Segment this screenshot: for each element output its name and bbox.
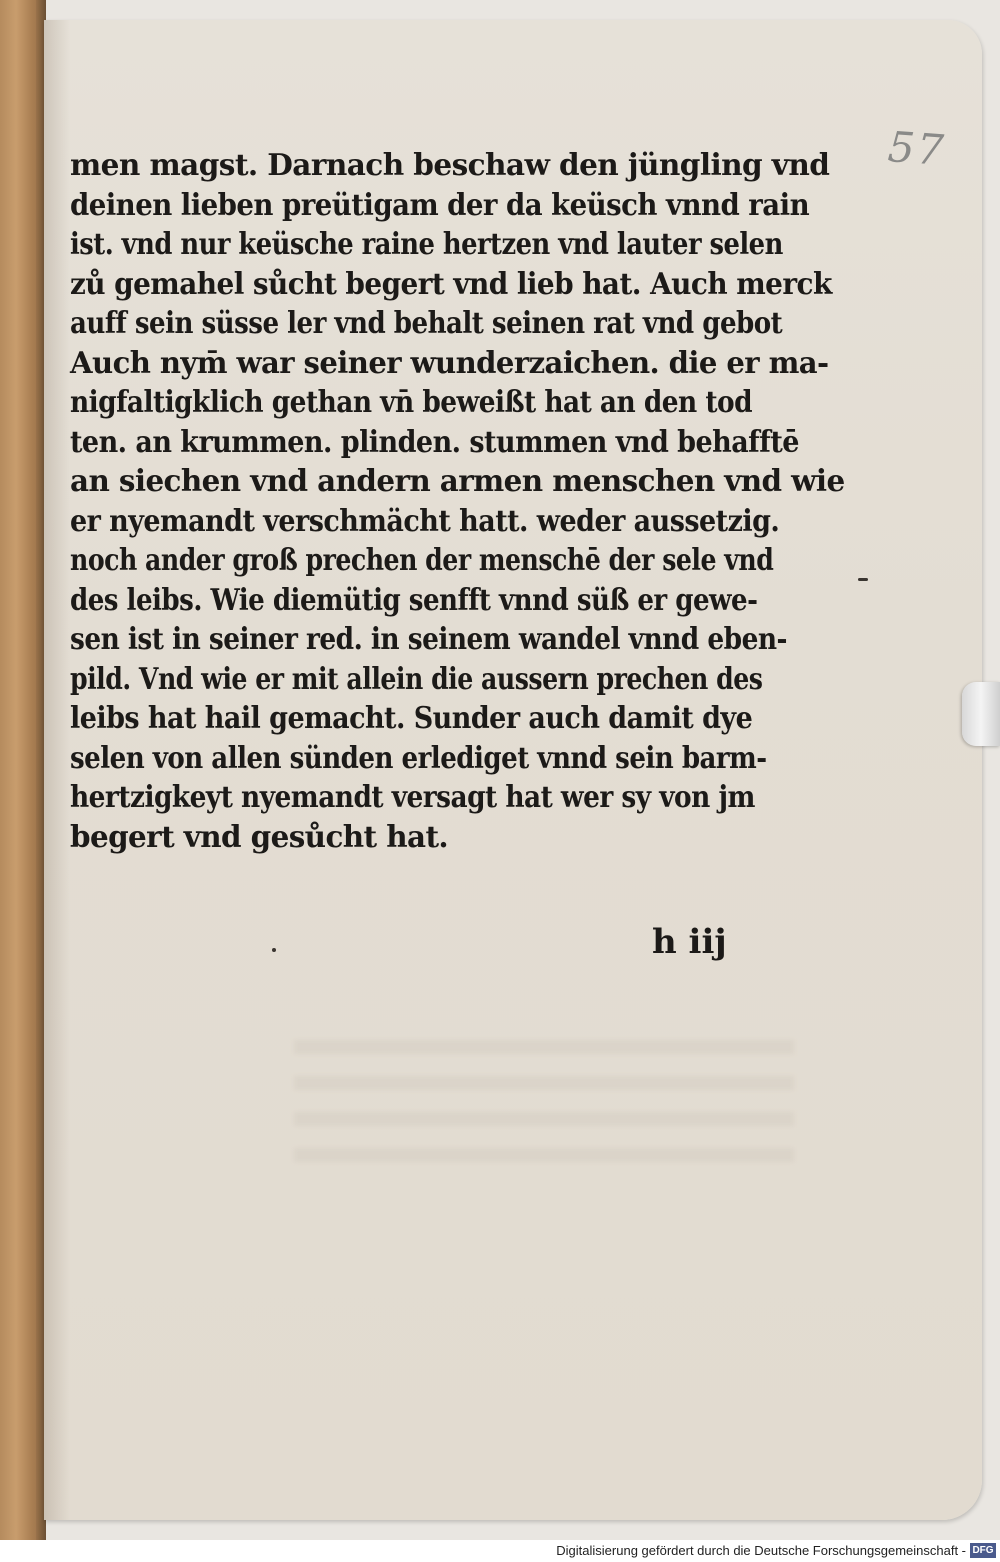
text-line: noch ander groß prechen der menschē der sele vnd — [70, 543, 774, 578]
text-line: an siechen vnd andern armen menschen vnd wie — [70, 464, 845, 499]
text-line: begert vnd gesůcht hat. — [70, 819, 449, 855]
page-gutter-shadow — [44, 20, 70, 1520]
text-line: ist. vnd nur keüsche raine hertzen vnd lauter selen — [70, 227, 783, 262]
page-clip — [962, 682, 1000, 746]
text-line: leibs hat hail gemacht. Sunder auch damit dye — [70, 701, 753, 736]
text-line: men magst. Darnach beschaw den jüngling vnd — [70, 148, 830, 183]
dfg-logo: DFG — [970, 1543, 996, 1558]
text-line: auff sein süsse ler vnd behalt seinen rat vnd gebot — [70, 306, 783, 341]
text-line: er nyemandt verschmächt hatt. weder aussetzig. — [70, 503, 780, 539]
ink-speck — [272, 948, 276, 952]
show-through-text — [294, 1040, 794, 1180]
text-line: des leibs. Wie diemütig senfft vnnd süß er gewe- — [70, 582, 758, 618]
folio-number: 57 — [886, 122, 948, 175]
text-line: deinen lieben preütigam der da keüsch vnnd rain — [70, 187, 810, 223]
text-line: zů gemahel sůcht begert vnd lieb hat. Auch merck — [70, 266, 832, 302]
text-line: Auch nym̄ war seiner wunderzaichen. die er ma- — [70, 345, 829, 381]
text-block — [70, 146, 845, 857]
signature-mark: h iij — [652, 922, 727, 962]
footer-bar — [0, 1540, 1000, 1562]
footer-credit: Digitalisierung gefördert durch die Deutsche Forschungsgemeinschaft - — [556, 1543, 966, 1558]
ink-speck — [858, 578, 868, 581]
text-line: selen von allen sünden erlediget vnnd sein barm- — [70, 740, 767, 776]
text-line: pild. Vnd wie er mit allein die aussern prechen des — [70, 661, 763, 697]
text-line: ten. an krummen. plinden. stummen vnd behafftē — [70, 424, 799, 460]
text-line: nigfaltigklich gethan vn̄ beweißt hat an den tod — [70, 385, 753, 420]
text-line: sen ist in seiner red. in seinem wandel vnnd eben- — [70, 622, 787, 657]
text-line: hertzigkeyt nyemandt versagt hat wer sy von jm — [70, 780, 755, 815]
